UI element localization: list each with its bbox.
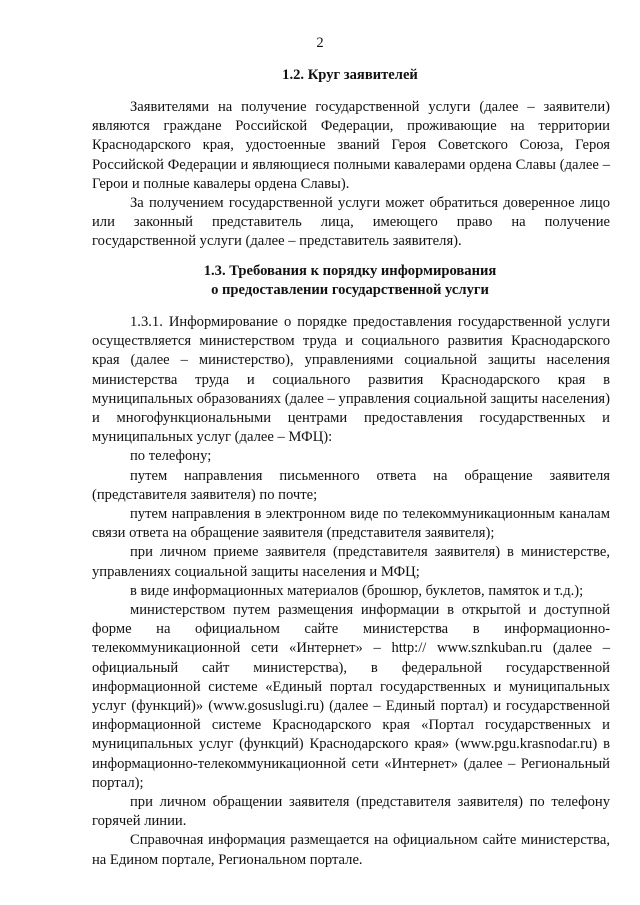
- list-item-hotline: при личном обращении заявителя (представителя заявителя) по телефону горячей линии.: [92, 794, 610, 830]
- section-1-2-body: [92, 98, 610, 252]
- list-item-electronic: путем направления в электронном виде по телекоммуникационным каналам связи ответа на обращение заявителя (представителя заявителя);: [92, 506, 610, 542]
- section-1-3-body: [92, 313, 610, 870]
- list-item-materials: в виде информационных материалов (брошюр, буклетов, памяток и т.д.);: [130, 582, 584, 599]
- paragraph-reference-info: Справочная информация размещается на официальном сайте министерства, на Едином портале, Региональном портале.: [92, 832, 610, 868]
- section-1-3-title-line2: о предоставлении государственной услуги: [211, 282, 489, 298]
- list-item-website: министерством путем размещения информации в открытой и доступной форме на официальном сайте министерства в информационно-телекоммуникационной сети «Интернет» – http:// www.sznkuban.ru (далее – официальный сайт министерства), в федеральной государственной информационной системе «Единый портал государственных и муниципальных услуг (функций)» (www.gosuslugi.ru) (далее – Единый портал) и государственной информационной системе Краснодарского края «Портал государственных и муниципальных услуг (функций) Краснодарского края» (www.pgu.krasnodar.ru) в информационно-телекоммуникационной сети «Интернет» (далее – Региональный портал);: [92, 602, 610, 791]
- section-1-2-title: 1.2. Круг заявителей: [282, 67, 418, 83]
- paragraph-representative: За получением государственной услуги может обратиться доверенное лицо или законный представитель лица, имеющего право на получение государственной услуги (далее – представитель заявителя).: [92, 195, 610, 250]
- list-item-mail: путем направления письменного ответа на обращение заявителя (представителя заявителя) по почте;: [92, 467, 610, 503]
- section-1-3-title-line1: 1.3. Требования к порядку информирования: [203, 263, 497, 279]
- paragraph-1-3-1: 1.3.1. Информирование о порядке предоставления государственной услуги осуществляется министерством труда и социального развития Краснодарского края (далее – министерство), управлениями социальной защиты населения министерства труда и социального развития Краснодарского края в муниципальных образованиях (далее – управления социальной защиты населения) и многофункциональными центрами предоставления государственных и муниципальных услуг (далее – МФЦ):: [92, 314, 610, 446]
- list-item-phone: по телефону;: [130, 448, 212, 465]
- paragraph-applicants: Заявителями на получение государственной услуги (далее – заявители) являются граждане Российской Федерации, проживающие на территории Краснодарского края, удостоенные званий Героя Советского Союза, Героя Российской Федерации и являющиеся полными кавалерами ордена Славы (далее – Герои и полные кавалеры ордена Славы).: [92, 99, 610, 192]
- section-1-3-title: [80, 262, 620, 300]
- page-number: 2: [316, 35, 324, 51]
- list-item-personal-reception: при личном приеме заявителя (представителя заявителя) в министерстве, управлениях социальной защиты населения и МФЦ;: [92, 544, 610, 580]
